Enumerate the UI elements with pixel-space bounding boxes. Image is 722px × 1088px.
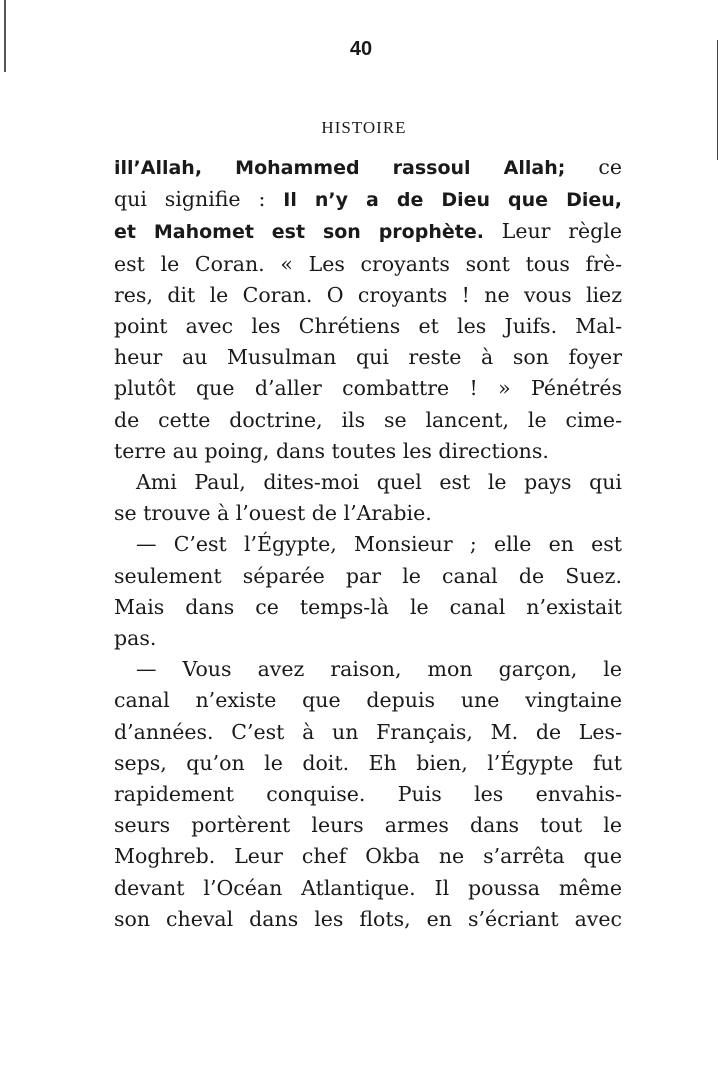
text-line [114, 311, 622, 342]
text-segment: plutôt que d’aller combattre ! » Pénétrés [114, 376, 622, 401]
page-number: 40 [349, 38, 373, 60]
text-line [114, 779, 622, 810]
text-segment: qui signifie : [114, 187, 284, 212]
page-edge-shadow-left [4, 0, 6, 72]
text-segment: canal n’existe que depuis une vingtaine [114, 688, 622, 713]
text-segment: Ami Paul, dites-moi quel est le pays qui [136, 470, 622, 495]
text-segment: seps, qu’on le doit. Eh bien, l’Égypte fut [114, 750, 622, 775]
text-line [114, 216, 622, 248]
text-segment: devant l’Océan Atlantique. Il poussa même [114, 875, 622, 900]
running-head: HISTOIRE [321, 118, 407, 137]
text-line [114, 342, 622, 373]
text-segment: est le Coran. « Les croyants sont tous frè- [114, 251, 622, 276]
text-line [114, 873, 622, 904]
text-line [114, 249, 622, 280]
text-segment: pas. [114, 626, 157, 651]
text-line [114, 184, 622, 216]
text-line [114, 748, 622, 779]
text-line [114, 405, 622, 436]
text-line [114, 467, 622, 498]
text-line [114, 436, 622, 467]
text-line [114, 373, 622, 404]
text-segment: — C’est l’Égypte, Monsieur ; elle en est [136, 532, 622, 557]
text-line [114, 280, 622, 311]
text-segment: ce [565, 155, 622, 179]
text-segment: Moghreb. Leur chef Okba ne s’arrêta que [114, 844, 622, 869]
text-line [114, 498, 622, 529]
text-line [114, 685, 622, 716]
text-segment: — Vous avez raison, mon garçon, le [136, 657, 622, 682]
text-segment: terre au poing, dans toutes les directions. [114, 438, 549, 463]
text-line [114, 623, 622, 654]
text-line [114, 529, 622, 560]
text-segment: se trouve à l’ouest de l’Arabie. [114, 501, 432, 526]
text-line [114, 561, 622, 592]
bold-text-segment: et Mahomet est son prophète. [114, 221, 484, 244]
bold-text-segment: Il n’y a de Dieu que Dieu, [283, 189, 622, 212]
text-segment: Mais dans ce temps-là le canal n’existait [114, 594, 622, 619]
text-segment: Leur règle [483, 219, 622, 244]
text-segment: heur au Musulman qui reste à son foyer [114, 345, 622, 370]
text-line [114, 717, 622, 748]
text-line [114, 904, 622, 935]
text-line [114, 152, 622, 184]
text-line [114, 592, 622, 623]
text-line [114, 841, 622, 872]
text-segment: d’années. C’est à un Français, M. de Les- [114, 719, 622, 744]
text-segment: point avec les Chrétiens et les Juifs. Mal- [114, 314, 622, 339]
text-segment: rapidement conquise. Puis les envahis- [114, 782, 622, 807]
body-text [114, 152, 622, 935]
text-segment: seulement séparée par le canal de Suez. [114, 563, 622, 588]
text-line [114, 654, 622, 685]
text-segment: de cette doctrine, ils se lancent, le cime- [114, 407, 622, 432]
bold-text-segment: ill’Allah, Mohammed rassoul Allah; [114, 157, 566, 179]
text-line [114, 810, 622, 841]
text-segment: res, dit le Coran. O croyants ! ne vous liez [114, 282, 622, 307]
text-segment: seurs portèrent leurs armes dans tout le [114, 813, 622, 838]
text-segment: son cheval dans les flots, en s’écriant avec [114, 906, 622, 931]
